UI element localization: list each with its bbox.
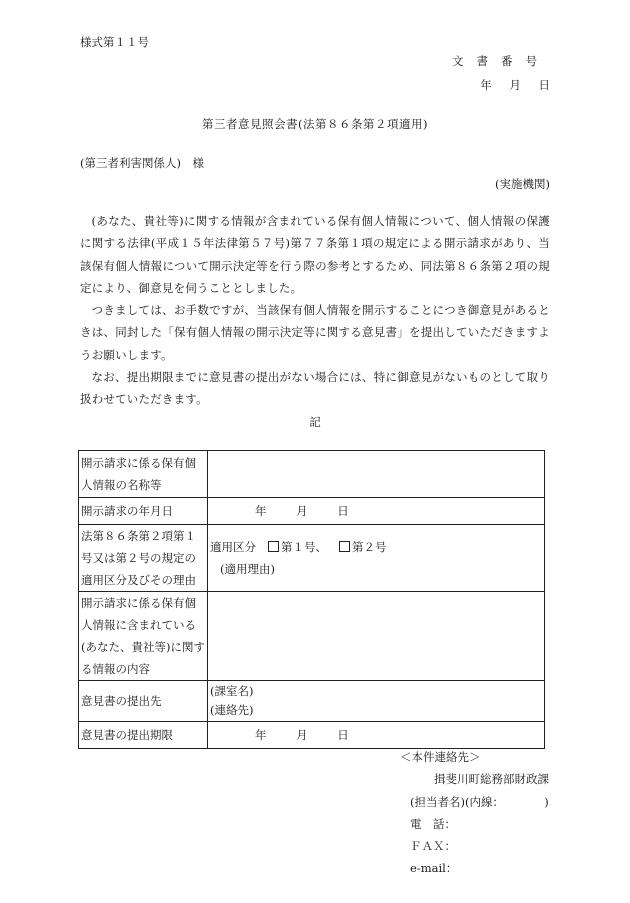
sender: (実施機関) <box>495 177 550 191</box>
contact-department: 揖斐川町総務部財政課 <box>434 772 549 787</box>
deadline-date-blank: 年 月 日 <box>255 728 349 742</box>
row-value-info-content <box>208 592 545 681</box>
table-row-submit-to <box>79 681 545 722</box>
reason-label: (適用理由) <box>220 562 275 576</box>
table-row-info-content <box>79 592 545 681</box>
category-label: 適用区分 <box>210 540 256 554</box>
row-value-deadline <box>208 722 545 749</box>
paragraph-2: つきましては、お手数ですが、当該保有個人情報を開示することにつき御意見があるときは、同封した「保有個人情報の開示決定等に関する意見書」を提出していただきますようお願いします。 <box>80 303 550 362</box>
contact-label: (連絡先) <box>210 703 254 717</box>
row-head-request-date: 開示請求の年月日 <box>79 498 208 525</box>
row-value-category <box>208 525 545 592</box>
checkbox-icon-option1[interactable] <box>268 541 279 552</box>
contact-fax: ＦＡＸ： <box>410 839 456 854</box>
row-value-request-date <box>208 498 545 525</box>
ki-heading: 記 <box>309 415 321 429</box>
row-head-submit-to: 意見書の提出先 <box>79 681 208 722</box>
form-number: 様式第１１号 <box>80 35 149 49</box>
contact-phone: 電 話： <box>410 816 456 831</box>
row-head-deadline: 意見書の提出期限 <box>79 722 208 749</box>
document-title: 第三者意見照会書(法第８６条第２項適用) <box>202 117 428 131</box>
contact-person: (担当者名)(内線： ) <box>410 794 549 809</box>
table-row-request-date <box>79 498 545 525</box>
paragraph-3: なお、提出期限までに意見書の提出がない場合には、特に御意見がないものとして取り扱わせていただきます。 <box>80 370 550 407</box>
request-date-blank: 年 月 日 <box>255 504 349 518</box>
addressee: (第三者利害関係人) 様 <box>80 156 204 170</box>
table-row-category <box>79 525 545 592</box>
row-head-category: 法第８６条第２項第１号又は第２号の規定の適用区分及びその理由 <box>79 525 208 592</box>
document-date-label: 年 月 日 <box>480 78 550 92</box>
contact-block <box>400 746 549 880</box>
office-name-label: (課室名) <box>210 684 254 698</box>
row-value-info-name <box>208 451 545 498</box>
table-row-info-name <box>79 451 545 498</box>
row-head-info-content: 開示請求に係る保有個人情報に含まれている(あなた、貴社等)に関する情報の内容 <box>79 592 208 681</box>
row-value-submit-to <box>208 681 545 722</box>
body-text <box>80 210 550 411</box>
option1-label: 第１号、 <box>281 540 327 554</box>
contact-title: ＜本件連絡先＞ <box>400 750 481 764</box>
category-line <box>210 536 542 558</box>
option2-label: 第２号 <box>352 540 387 554</box>
table-row-deadline <box>79 722 545 749</box>
document-number-label: 文書番号 <box>452 54 550 68</box>
info-table <box>78 450 545 749</box>
contact-email: e-mail： <box>410 861 458 876</box>
paragraph-1: (あなた、貴社等)に関する情報が含まれている保有個人情報について、個人情報の保護に関する法律(平成１５年法律第５７号)第７７条第１項の規定による開示請求があり、当該保有個人情報について開示決定等を行う際の参考とするため、同法第８６条第２項の規定により、御意見を伺うこととしました。 <box>80 214 550 295</box>
row-head-info-name: 開示請求に係る保有個人情報の名称等 <box>79 451 208 498</box>
checkbox-icon-option2[interactable] <box>339 541 350 552</box>
